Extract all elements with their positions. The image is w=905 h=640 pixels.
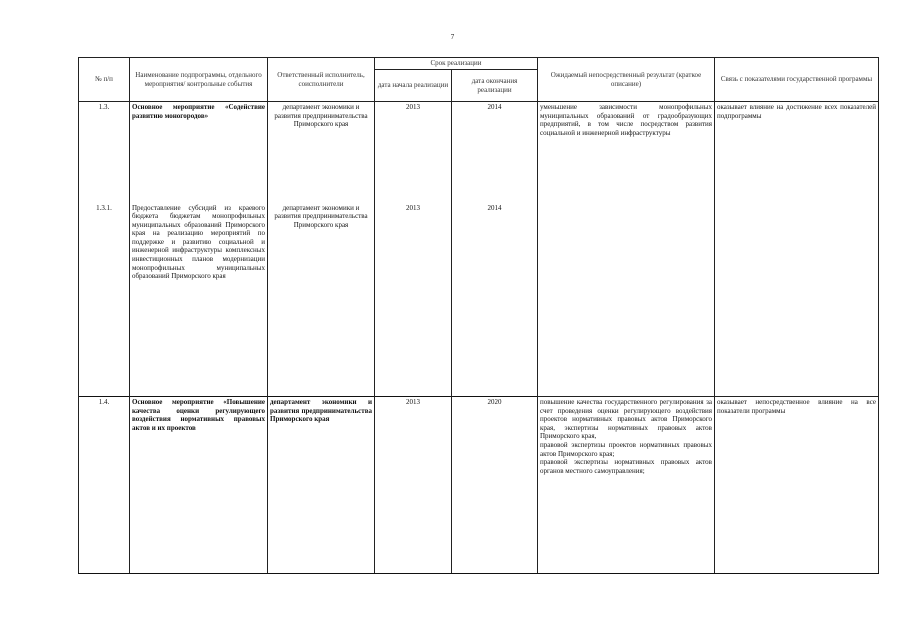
row-name: Основное мероприятие «Содействие развитию моногородов» bbox=[130, 102, 268, 203]
result-line: правовой экспертизы проектов нормативных правовых актов Приморского края; bbox=[540, 440, 712, 458]
row-name: Предоставление субсидий из краевого бюджета бюджетам монопрофильных муниципальных образований Приморского края на реализацию мероприятий по поддержке и развитию социальной и инженерной инфраструктуры комплексных инвестиционных планов модернизации монопрофильных муниципальных образований Приморского края bbox=[130, 203, 268, 397]
row-link: оказывает влияние на достижение всех показателей подпрограммы bbox=[715, 102, 879, 397]
row-end-year: 2014 bbox=[452, 203, 538, 397]
row-number: 1.4. bbox=[79, 397, 130, 574]
header-end: дата окончания реализации bbox=[452, 70, 538, 102]
header-result: Ожидаемый непосредственный результат (краткое описание) bbox=[538, 58, 715, 102]
row-result: уменьшение зависимости монопрофильных муниципальных образований от градообразующих предприятий, в том числе посредством развития социальной и инженерной инфраструктуры bbox=[538, 102, 715, 397]
row-number: 1.3. bbox=[79, 102, 130, 203]
header-period: Срок реализации bbox=[375, 58, 538, 70]
page-number: 7 bbox=[450, 33, 455, 41]
header-num: № п/п bbox=[79, 58, 130, 102]
row-result bbox=[538, 397, 715, 574]
row-executor: департамент экономики и развития предпринимательства Приморского края bbox=[268, 397, 375, 574]
program-table bbox=[78, 57, 879, 574]
row-start-year: 2013 bbox=[375, 102, 452, 203]
row-executor: департамент экономики и развития предпринимательства Приморского края bbox=[268, 102, 375, 203]
header-link: Связь с показателями государственной программы bbox=[715, 58, 879, 102]
row-start-year: 2013 bbox=[375, 397, 452, 574]
row-link: оказывает непосредственное влияние на все показатели программы bbox=[715, 397, 879, 574]
table-row bbox=[79, 397, 879, 574]
result-line: правовой экспертизы нормативных правовых актов органов местного самоуправления; bbox=[540, 458, 712, 475]
header-executor: Ответственный исполнитель, соисполнители bbox=[268, 58, 375, 102]
row-start-year: 2013 bbox=[375, 203, 452, 397]
row-name: Основное мероприятие «Повышение качества оценки регулирующего воздействия нормативных правовых актов и их проектов bbox=[130, 397, 268, 574]
header-start: дата начала реализации bbox=[375, 70, 452, 102]
row-number: 1.3.1. bbox=[79, 203, 130, 397]
row-executor: департамент экономики и развития предпринимательства Приморского края bbox=[268, 203, 375, 397]
result-line: повышение качества государственного регулирования за счет проведения оценки регулирующего воздействия проектов нормативных правовых актов Приморского края, экспертизы нормативных правовых актов Приморского края, bbox=[540, 398, 712, 441]
row-end-year: 2014 bbox=[452, 102, 538, 203]
row-end-year: 2020 bbox=[452, 397, 538, 574]
header-name: Наименование подпрограммы, отдельного мероприятия/ контрольные события bbox=[130, 58, 268, 102]
table-row bbox=[79, 102, 879, 203]
